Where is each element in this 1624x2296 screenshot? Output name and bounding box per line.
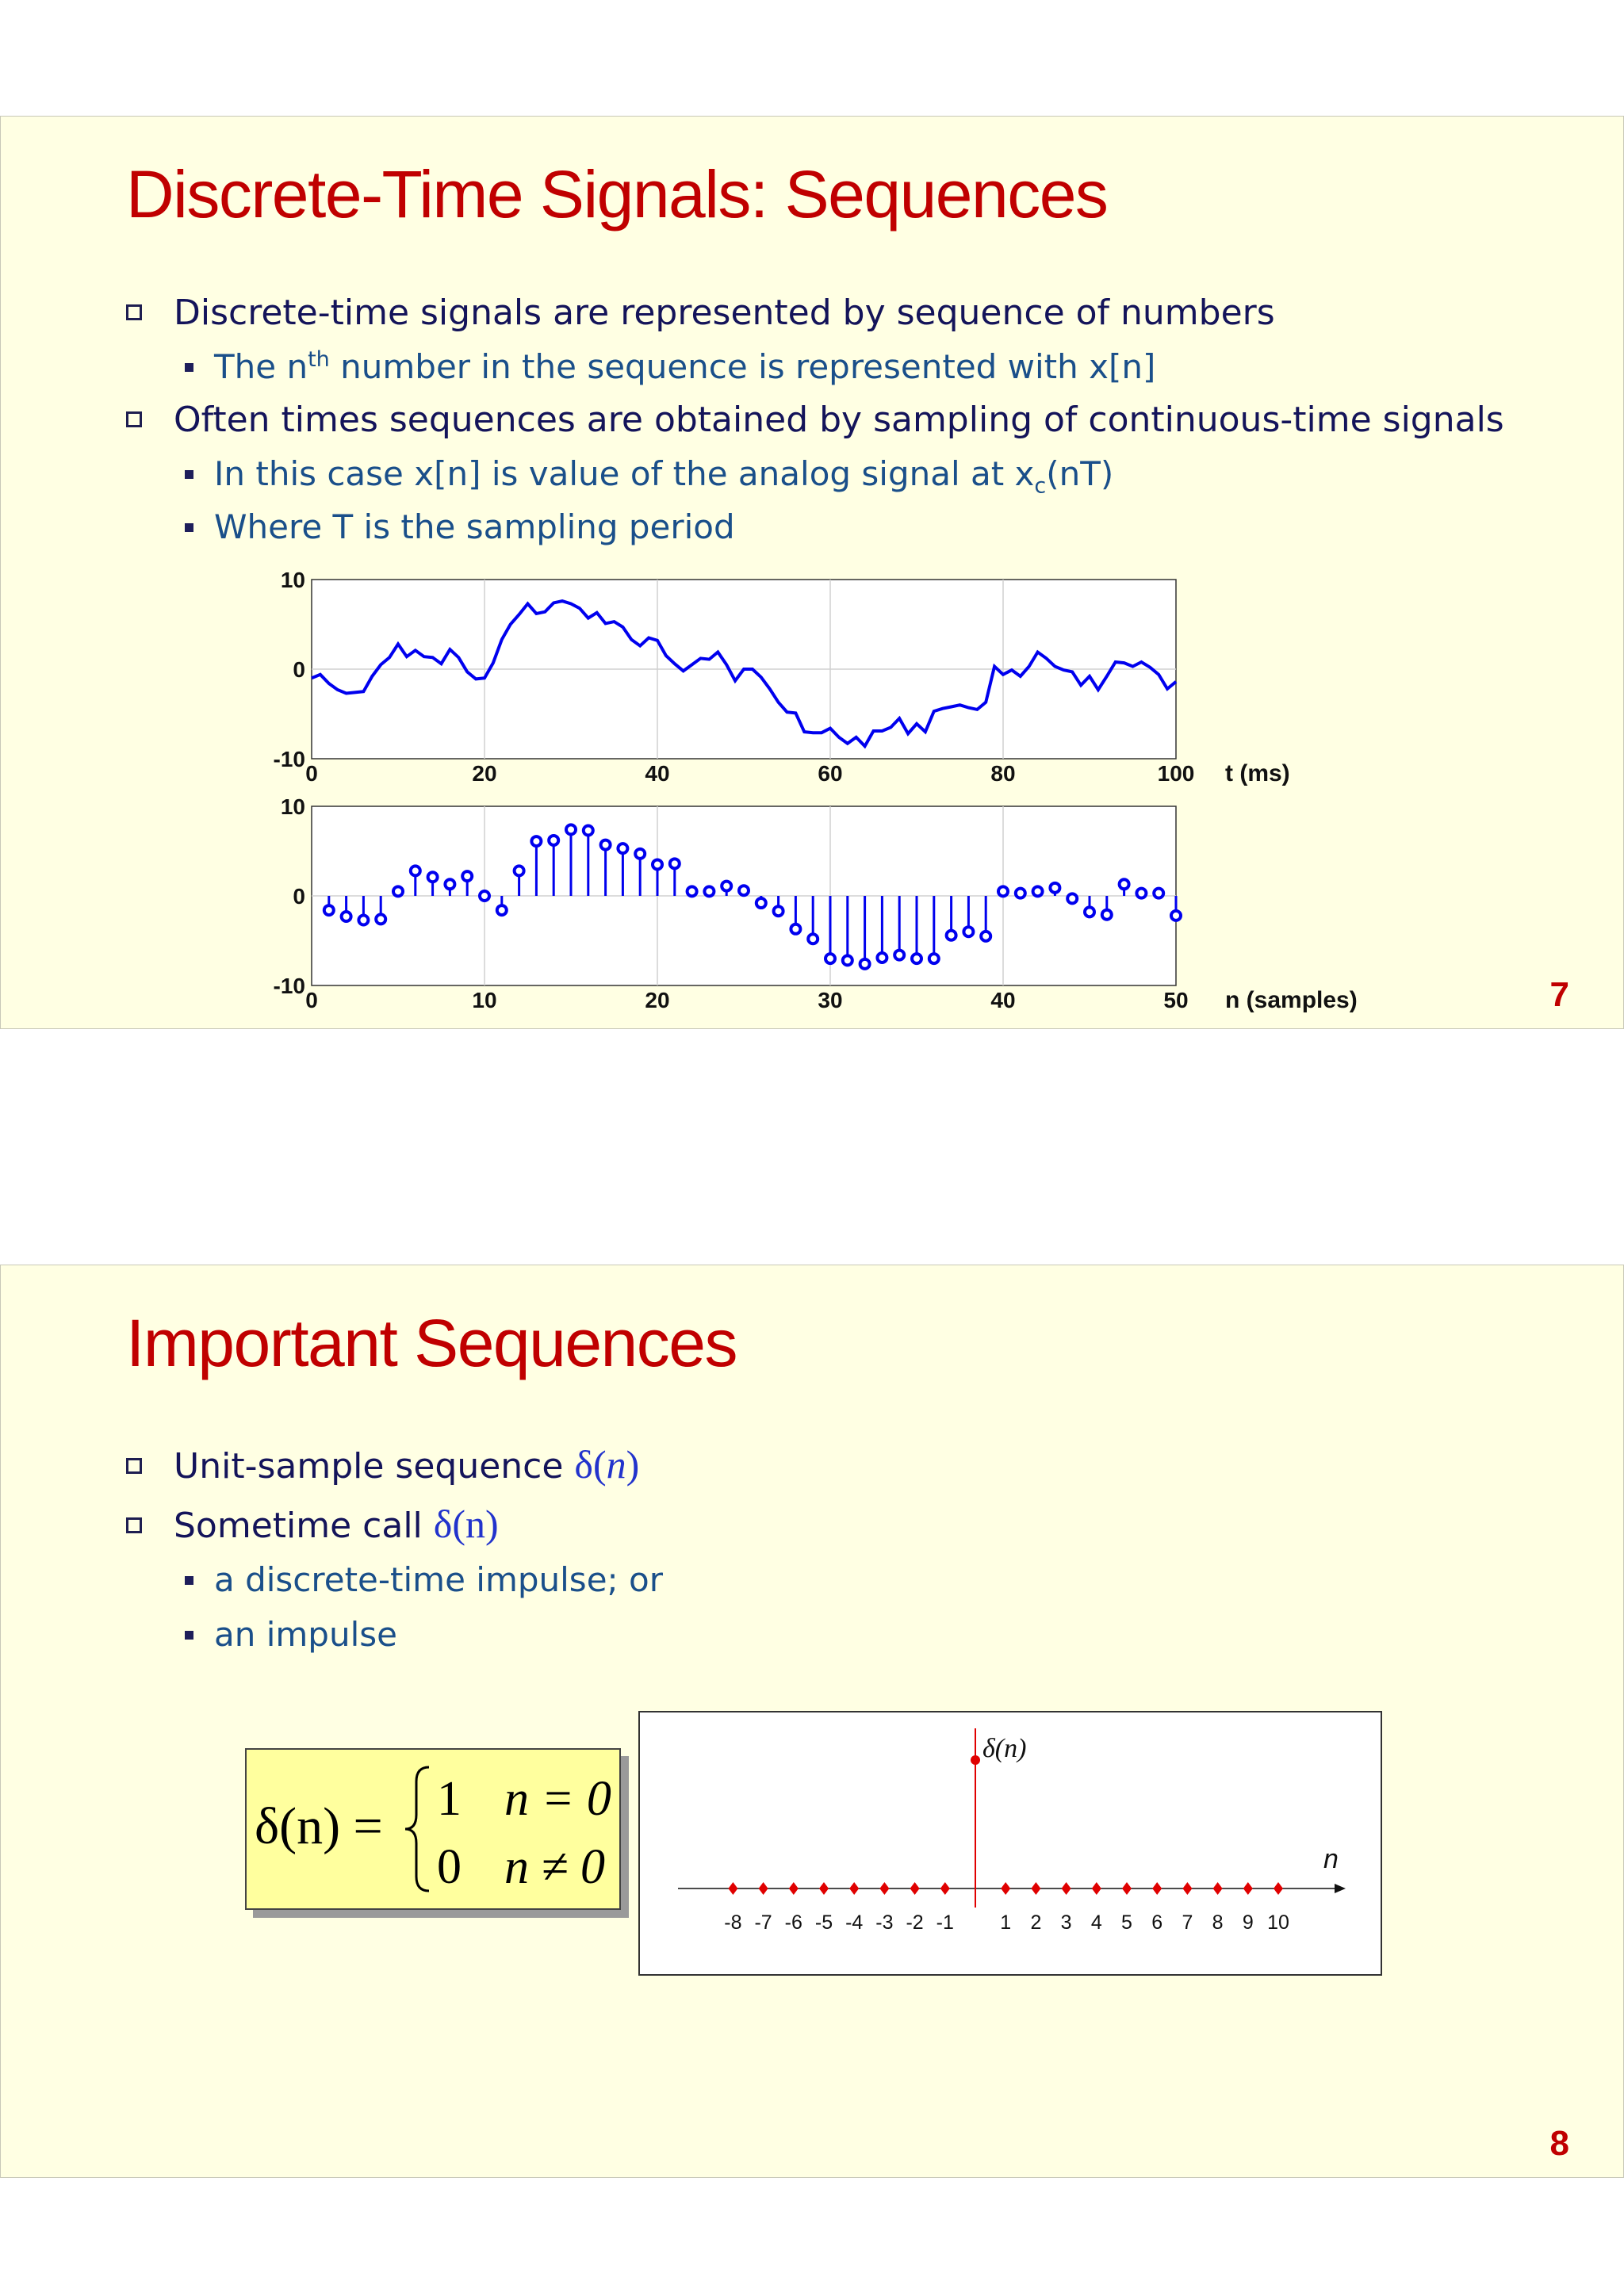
n-tick-label: -7	[754, 1911, 772, 1934]
zero-sample-marker	[1001, 1882, 1010, 1895]
stem-marker	[877, 953, 887, 962]
delta-symbol: δ(	[574, 1442, 607, 1487]
stem-marker	[428, 872, 438, 882]
stem-marker	[515, 866, 524, 875]
discrete-x-tick-label: 20	[645, 988, 670, 1012]
stem-marker	[704, 886, 714, 896]
left-brace-icon	[405, 1767, 429, 1891]
continuous-x-axis-label: t (ms)	[1225, 760, 1290, 786]
stem-marker	[894, 951, 904, 960]
n-tick-label: 3	[1060, 1911, 1072, 1934]
stem-marker	[1102, 910, 1112, 920]
delta-symbol: δ(n)	[433, 1502, 499, 1546]
discrete-y-tick-label: 10	[280, 794, 305, 819]
n-tick-label: 6	[1151, 1911, 1163, 1934]
stem-marker	[1085, 907, 1094, 916]
stem-marker	[808, 934, 818, 943]
checkbox-bullet-icon	[126, 1458, 142, 1474]
stem-marker	[791, 924, 800, 934]
square-bullet-icon	[185, 1576, 193, 1585]
stem-marker	[843, 955, 852, 965]
stem-marker	[480, 891, 489, 901]
bullet-2-text: Often times sequences are obtained by sampling of continuous-time signals	[174, 400, 1504, 440]
stem-marker	[825, 954, 835, 963]
stem-marker	[998, 886, 1008, 896]
discrete-x-tick-label: 50	[1163, 988, 1189, 1012]
zero-sample-marker	[789, 1882, 799, 1895]
n-tick-label: -3	[875, 1911, 894, 1934]
n-tick-label: -8	[724, 1911, 742, 1934]
stem-marker	[566, 825, 576, 834]
stem-marker	[722, 882, 731, 891]
stem-marker	[774, 906, 783, 916]
stem-marker	[324, 905, 334, 915]
stem-marker	[1136, 889, 1146, 898]
continuous-y-tick-label: 10	[280, 568, 305, 592]
n-tick-label: -4	[845, 1911, 864, 1934]
continuous-x-tick-label: 20	[472, 761, 497, 786]
sub-bullet-1-text: a discrete-time impulse; or	[214, 1560, 663, 1599]
page-number: 7	[1549, 975, 1569, 1014]
sub-bullet-2	[185, 1615, 397, 1654]
zero-sample-marker	[1062, 1882, 1071, 1895]
zero-sample-marker	[1213, 1882, 1223, 1895]
stem-marker	[393, 886, 403, 896]
stem-marker	[376, 914, 385, 924]
stem-marker	[549, 836, 558, 845]
bullet-1-text: Discrete-time signals are represented by sequence of numbers	[174, 293, 1275, 333]
continuous-x-tick-label: 40	[645, 761, 670, 786]
sub-bullet-1	[185, 1560, 663, 1599]
discrete-x-tick-label: 30	[818, 988, 843, 1012]
stem-marker	[1171, 911, 1181, 920]
discrete-y-tick-label: 0	[293, 884, 305, 909]
stem-marker	[1120, 879, 1129, 889]
continuous-y-tick-label: 0	[293, 657, 305, 682]
impulse-annotation: δ(n)	[982, 1734, 1027, 1763]
zero-sample-marker	[759, 1882, 768, 1895]
stem-marker	[1067, 894, 1077, 903]
sub-bullet-1-pre: The n	[214, 347, 308, 386]
zero-sample-marker	[940, 1882, 950, 1895]
n-tick-label: -5	[814, 1911, 833, 1934]
continuous-x-tick-label: 100	[1157, 761, 1195, 786]
sub-bullet-1-sup: th	[308, 347, 330, 372]
stem-marker	[670, 859, 680, 868]
case-2-value: 0	[437, 1840, 462, 1894]
case-2-condition: n ≠ 0	[504, 1840, 606, 1894]
stem-marker	[531, 836, 541, 846]
continuous-x-tick-label: 80	[990, 761, 1016, 786]
stem-marker	[981, 932, 990, 941]
discrete-x-axis-label: n (samples)	[1225, 987, 1358, 1013]
zero-sample-marker	[728, 1882, 737, 1895]
stem-marker	[653, 859, 662, 869]
slide-title: Important Sequences	[126, 1306, 737, 1380]
stem-marker	[912, 954, 921, 963]
n-tick-label: 9	[1242, 1911, 1254, 1934]
checkbox-bullet-icon	[126, 1517, 142, 1533]
impulse-plot-box	[638, 1711, 1382, 1976]
stem-marker	[342, 912, 351, 921]
stem-marker	[947, 931, 956, 940]
continuous-x-tick-label: 60	[818, 761, 843, 786]
stem-marker	[1016, 889, 1025, 898]
sub-bullet-3-text: Where T is the sampling period	[214, 507, 735, 546]
stem-marker	[756, 898, 766, 908]
slide-7	[0, 116, 1624, 1029]
discrete-x-tick-label: 40	[990, 988, 1016, 1012]
stem-marker	[635, 849, 645, 859]
square-bullet-icon	[185, 1631, 193, 1640]
discrete-x-tick-label: 0	[305, 988, 318, 1012]
formula-lhs: δ(n) =	[255, 1797, 383, 1855]
stem-marker	[1033, 886, 1043, 896]
n-tick-label: 8	[1212, 1911, 1224, 1934]
sub-bullet-1-post: number in the sequence is represented with x[n]	[329, 347, 1156, 386]
zero-sample-marker	[1152, 1882, 1162, 1895]
stem-marker	[462, 871, 472, 881]
stem-marker	[497, 905, 507, 915]
stem-marker	[929, 954, 939, 963]
discrete-y-tick-label: -10	[273, 974, 305, 998]
stem-marker	[688, 886, 697, 896]
sub-bullet-2-sub: c	[1034, 473, 1047, 499]
zero-sample-marker	[910, 1882, 920, 1895]
sub-bullet-2-pre: In this case x[n] is value of the analog signal at x	[214, 454, 1035, 493]
delta-variable: n	[606, 1442, 626, 1487]
stem-marker	[445, 879, 454, 889]
n-axis-arrow-icon	[1335, 1884, 1346, 1893]
delta-close: )	[626, 1442, 640, 1487]
stem-marker	[860, 959, 870, 969]
zero-sample-marker	[1092, 1882, 1101, 1895]
n-tick-label: -2	[906, 1911, 924, 1934]
stem-marker	[601, 840, 611, 850]
stem-marker	[584, 826, 593, 836]
n-tick-label: 10	[1267, 1911, 1289, 1934]
stem-marker	[411, 866, 420, 875]
bullet-1-text: Unit-sample sequence	[174, 1446, 575, 1487]
sub-bullet-2-text: an impulse	[214, 1615, 397, 1654]
n-tick-label: 2	[1030, 1911, 1042, 1934]
zero-sample-marker	[1122, 1882, 1132, 1895]
formula-box	[245, 1748, 621, 1910]
bullet-2	[126, 1501, 499, 1547]
stem-marker	[618, 844, 627, 853]
zero-sample-marker	[849, 1882, 859, 1895]
zero-sample-marker	[1243, 1882, 1253, 1895]
stem-marker	[1050, 883, 1059, 893]
zero-sample-marker	[879, 1882, 889, 1895]
bullet-2-text: Sometime call	[174, 1506, 434, 1546]
continuous-y-tick-label: -10	[273, 747, 305, 771]
n-tick-label: 5	[1121, 1911, 1132, 1934]
n-tick-label: 4	[1090, 1911, 1102, 1934]
zero-sample-marker	[819, 1882, 829, 1895]
continuous-x-tick-label: 0	[305, 761, 318, 786]
case-1-condition: n = 0	[504, 1772, 611, 1826]
sub-bullet-2-post: (nT)	[1046, 454, 1114, 493]
n-axis-label: n	[1323, 1844, 1339, 1874]
bullet-1	[126, 1441, 639, 1487]
slide-title: Discrete-Time Signals: Sequences	[126, 157, 1108, 232]
zero-sample-marker	[1031, 1882, 1040, 1895]
case-1-value: 1	[437, 1772, 462, 1826]
stem-marker	[739, 886, 749, 895]
signal-plots	[1, 117, 1623, 1028]
zero-sample-marker	[1274, 1882, 1283, 1895]
slide-8	[0, 1265, 1624, 2178]
piecewise-formula	[247, 1750, 619, 1908]
page-number: 8	[1549, 2124, 1569, 2163]
n-tick-label: -1	[936, 1911, 954, 1934]
zero-sample-marker	[1182, 1882, 1192, 1895]
n-tick-label: 1	[1000, 1911, 1012, 1934]
n-tick-label: -6	[784, 1911, 802, 1934]
stem-marker	[1154, 889, 1163, 898]
stem-marker	[358, 916, 368, 925]
impulse-marker	[971, 1755, 980, 1765]
stem-marker	[963, 927, 973, 936]
discrete-x-tick-label: 10	[472, 988, 497, 1012]
unit-impulse-plot	[640, 1712, 1381, 1974]
n-tick-label: 7	[1182, 1911, 1193, 1934]
